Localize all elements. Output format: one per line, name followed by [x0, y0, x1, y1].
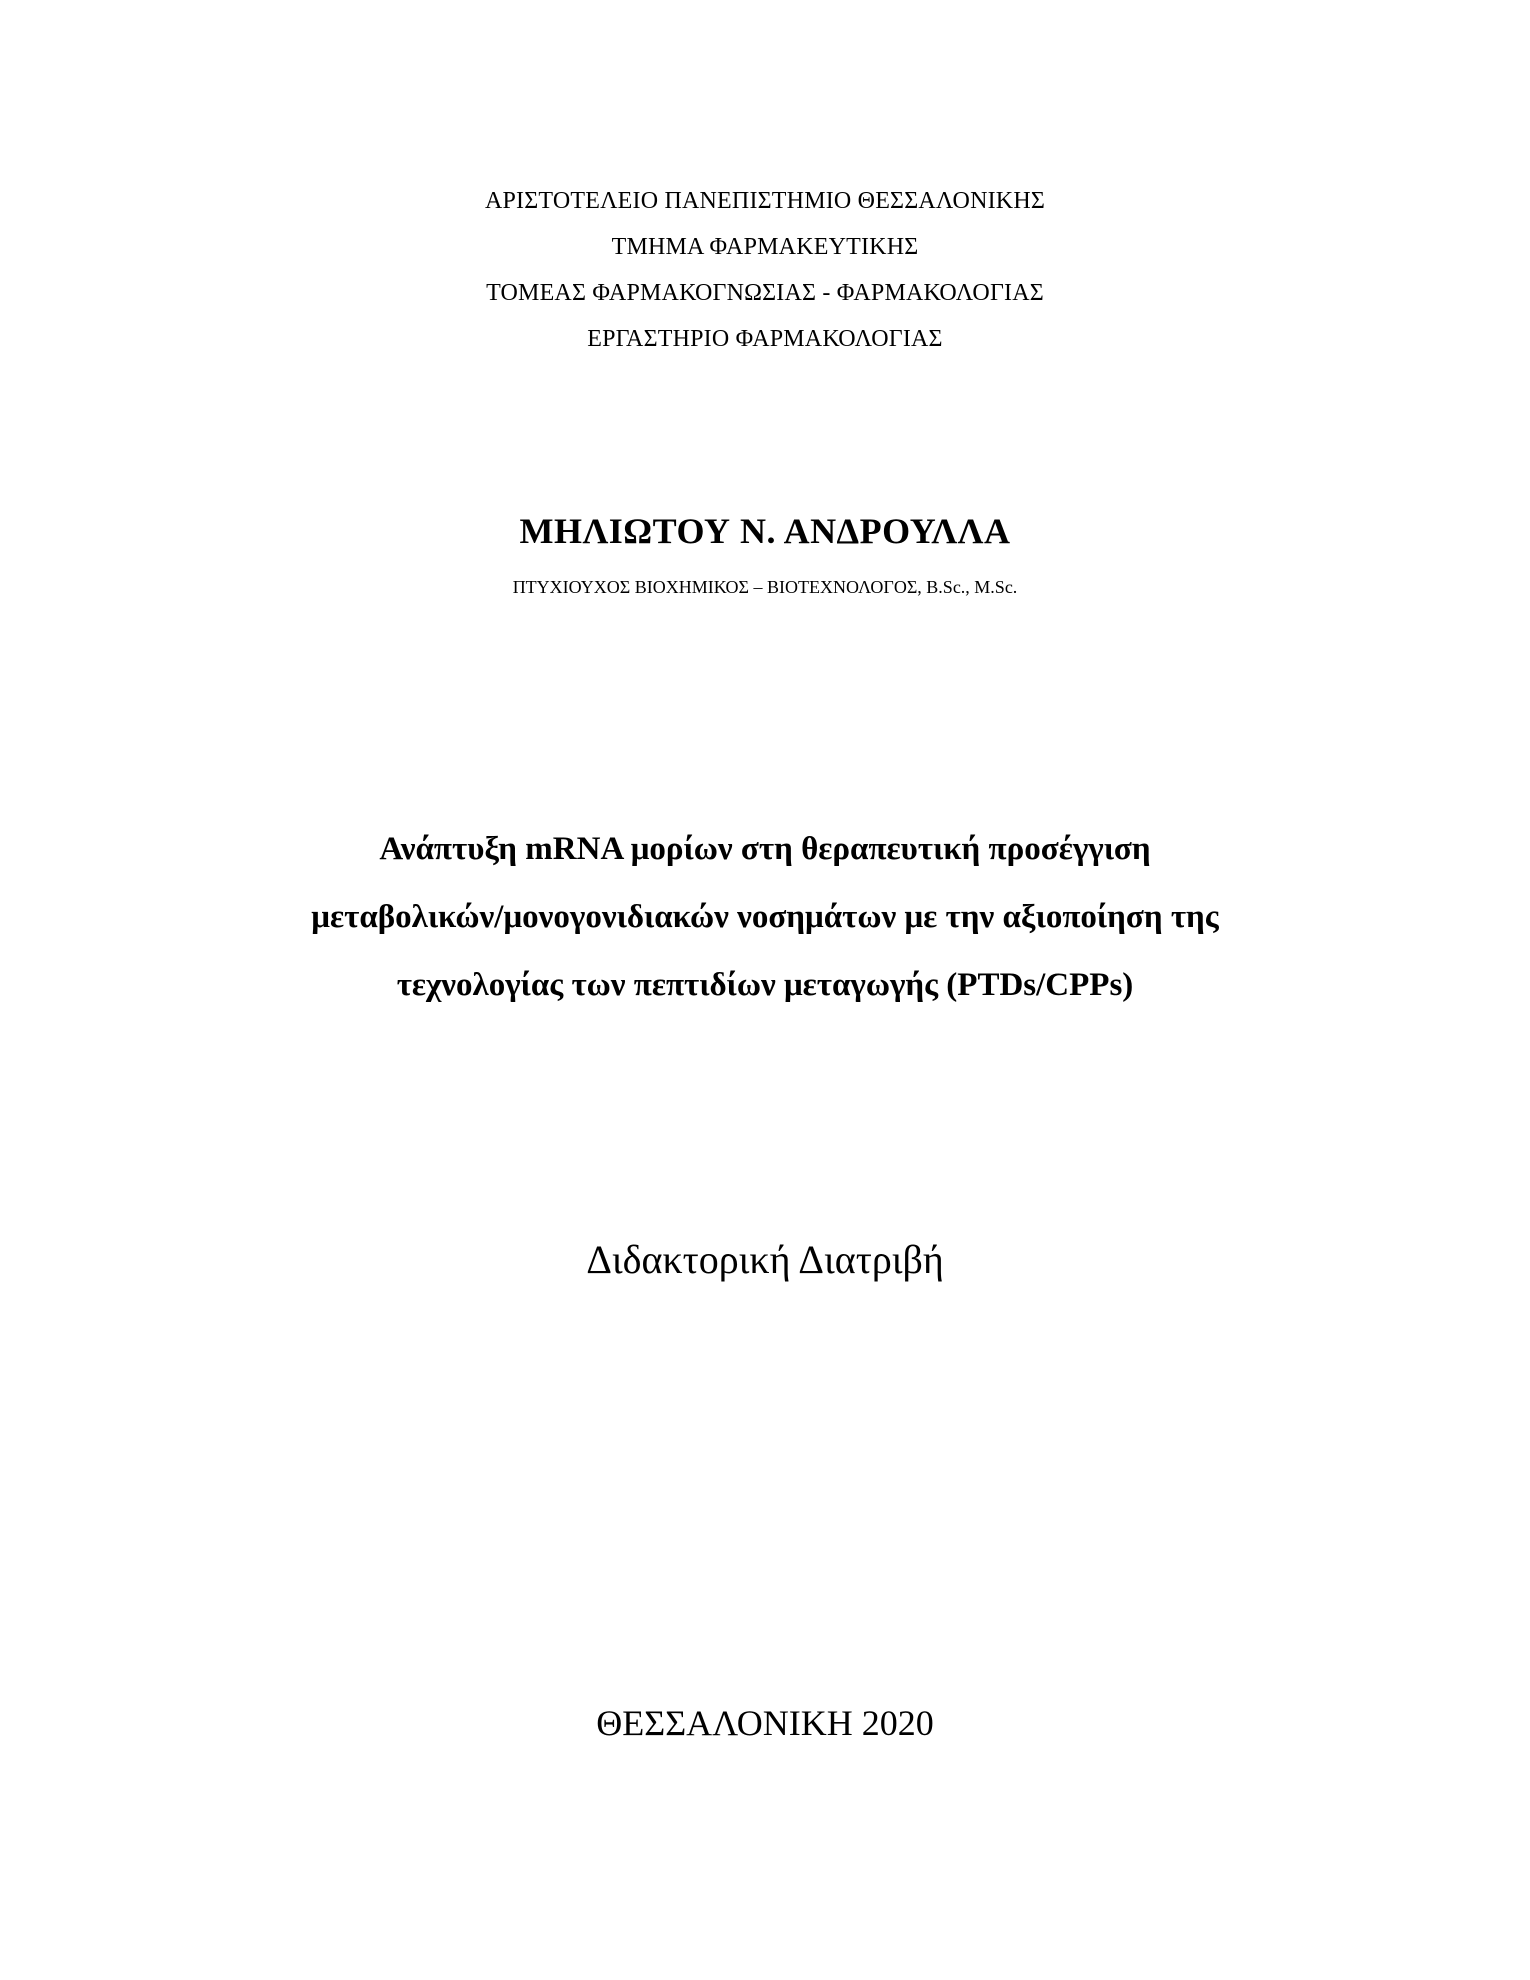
institution-header [0, 178, 1530, 362]
place-and-year: ΘΕΣΣΑΛΟΝΙΚΗ 2020 [596, 1703, 934, 1743]
laboratory-name: ΕΡΓΑΣΤΗΡΙΟ ΦΑΡΜΑΚΟΛΟΓΙΑΣ [587, 326, 943, 352]
department-name: ΤΜΗΜΑ ΦΑΡΜΑΚΕΥΤΙΚΗΣ [611, 234, 919, 260]
thesis-title-line: Ανάπτυξη mRNA μορίων στη θεραπευτική προσέγγιση [379, 831, 1151, 867]
author-name: ΜΗΛΙΩΤΟΥ Ν. ΑΝΔΡΟΥΛΛΑ [519, 511, 1011, 551]
university-name: ΑΡΙΣΤΟΤΕΛΕΙΟ ΠΑΝΕΠΙΣΤΗΜΙΟ ΘΕΣΣΑΛΟΝΙΚΗΣ [484, 188, 1046, 214]
division-name: ΤΟΜΕΑΣ ΦΑΡΜΑΚΟΓΝΩΣΙΑΣ - ΦΑΡΜΑΚΟΛΟΓΙΑΣ [486, 280, 1044, 306]
thesis-title-line: τεχνολογίας των πεπτιδίων μεταγωγής (PTDs/CPPs) [396, 967, 1134, 1003]
author-degree: ΠΤΥΧΙΟΥΧΟΣ ΒΙΟΧΗΜΙΚΟΣ – ΒΙΟΤΕΧΝΟΛΟΓΟΣ, B.Sc., M.Sc. [512, 577, 1018, 597]
thesis-title [0, 815, 1530, 1019]
thesis-title-line: μεταβολικών/μονογονιδιακών νοσημάτων με την αξιοποίηση της [311, 899, 1219, 935]
document-type: Διδακτορική Διατριβή [586, 1237, 944, 1282]
